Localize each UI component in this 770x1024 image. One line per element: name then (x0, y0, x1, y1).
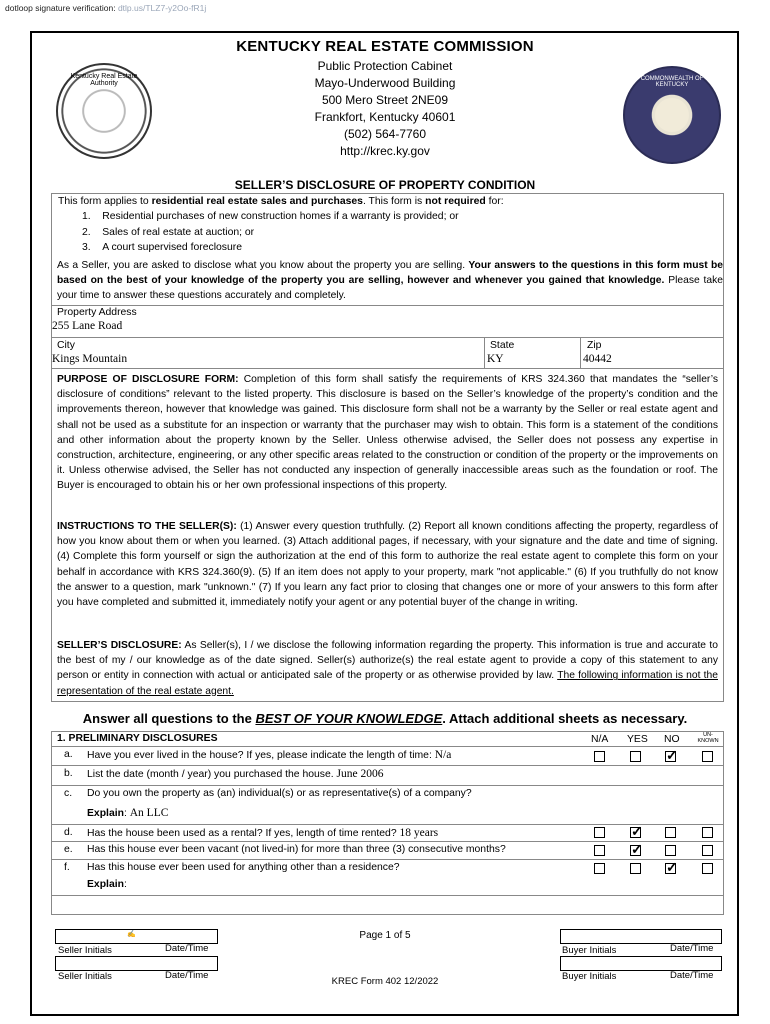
q-f-no-checkbox[interactable] (665, 863, 676, 874)
seller-initials-label: Seller Initials (58, 945, 112, 956)
date-time-label: Date/Time (165, 970, 209, 981)
kentucky-real-estate-authority-seal: Kentucky Real Estate Authority (56, 63, 152, 159)
q-e-na-checkbox[interactable] (594, 845, 605, 856)
form-id: KREC Form 402 12/2022 (331, 976, 439, 987)
buyer-initials-box-2[interactable] (560, 956, 722, 971)
answer-a-field[interactable]: N/a (434, 749, 452, 761)
question-letter: b. (64, 768, 73, 779)
question-c: Do you own the property as (an) individual(s) or as representative(s) of a company? (87, 788, 472, 799)
q-f-unknown-checkbox[interactable] (702, 863, 713, 874)
list-item: 1. Residential purchases of new construction homes if a warranty is provided; or (82, 211, 459, 222)
purpose-paragraph: PURPOSE OF DISCLOSURE FORM: Completion of this form shall satisfy the requirements of KRS 324.360 that mandates the “seller’s disclosure of conditions” relevant to the listed property. This disclosure is based on the Seller’s knowledge of the property’s condition and the improvements thereon, however that knowledge was gained. This disclosure form shall not be a warranty by the Seller or real estate agent and shall not be used as a substitute for an inspection or warranty that the purchaser may wish to obtain. This form is a statement of the conditions and other information about the property known by the Seller. Unless otherwise advised, the Seller does not possess any expertise in construction, architecture, engineering, or any other specific areas related to the construction or condition of the property or the improvements on it. Unless otherwise advised, the Seller has not conducted any inspection of generally inaccessible areas such as the foundation or roof. The Buyer is encouraged to obtain his or her own professional inspections of this property. (57, 374, 718, 492)
date-time-label: Date/Time (670, 970, 714, 981)
explain-c: Explain: An LLC (87, 807, 169, 819)
question-a: Have you ever lived in the house? If yes, please indicate the length of time: N/a (87, 749, 452, 761)
city-label: City (57, 340, 75, 351)
section-title: 1. PRELIMINARY DISCLOSURES (57, 733, 218, 744)
buyer-initials-label: Buyer Initials (562, 945, 617, 956)
instructions-paragraph: INSTRUCTIONS TO THE SELLER(S): (1) Answer every question truthfully. (2) Report all known conditions affecting the property, regardless of how you know about them or when you learned. (3) Attach additional pages, if necessary, with your signature and the date and time of signing. (4) Complete this form yourself or sign the authorization at the end of this form to authorize the real estate agent to complete this form on your behalf in accordance with KRS 324.360(9). (5) If an item does not apply to your property, mark "not applicable." (6) If you truthfully do not know the answer to a question, mark "unknown." (7) If you learn any fact prior to closing that changes one or more of your answers to this form after you have completed and submitted it, immediately notify your agent or any potential buyer of the change in writing. (57, 521, 718, 609)
explain-c-field[interactable]: An LLC (129, 807, 169, 819)
form-title: SELLER’S DISCLOSURE OF PROPERTY CONDITION (234, 178, 536, 192)
q-e-no-checkbox[interactable] (665, 845, 676, 856)
q-d-unknown-checkbox[interactable] (702, 827, 713, 838)
property-address-label: Property Address (57, 307, 137, 318)
q-e-yes-checkbox[interactable] (630, 845, 641, 856)
question-letter: a. (64, 749, 73, 760)
seller-initials-label: Seller Initials (58, 971, 112, 982)
page-title: KENTUCKY REAL ESTATE COMMISSION (236, 38, 534, 55)
commission-address: Public Protection Cabinet Mayo-Underwood Building 500 Mero Street 2NE09 Frankfort, Kentucky 40601 (502) 564-7760 http://krec.ky.gov (0, 58, 770, 160)
col-header-yes: YES (627, 734, 648, 745)
list-item: 2. Sales of real estate at auction; or (82, 227, 255, 238)
answer-banner: Answer all questions to the BEST OF YOUR KNOWLEDGE. Attach additional sheets as necessary. (82, 711, 688, 726)
q-e-unknown-checkbox[interactable] (702, 845, 713, 856)
applies-statement: This form applies to residential real estate sales and purchases. This form is not required for: (58, 196, 504, 207)
commonwealth-of-kentucky-seal: COMMONWEALTH OF KENTUCKY (623, 66, 721, 164)
question-letter: c. (64, 788, 73, 799)
q-d-na-checkbox[interactable] (594, 827, 605, 838)
initials-mark-icon: ✍ (127, 931, 136, 938)
buyer-initials-box-1[interactable] (560, 929, 722, 944)
signature-verification: dotloop signature verification: dtlp.us/TLZ7-y2Oo-fR1j (5, 3, 207, 13)
q-a-unknown-checkbox[interactable] (702, 751, 713, 762)
zip-field[interactable]: 40442 (583, 353, 612, 365)
col-header-unknown: UN-KNOWN (697, 732, 719, 744)
state-field[interactable]: KY (487, 353, 504, 365)
date-time-label: Date/Time (670, 943, 714, 954)
question-letter: d. (64, 827, 73, 838)
explain-f: Explain: (87, 879, 127, 890)
question-e: Has this house ever been vacant (not lived-in) for more than three (3) consecutive months? (87, 844, 506, 855)
q-a-na-checkbox[interactable] (594, 751, 605, 762)
answer-b-field[interactable]: June 2006 (336, 768, 384, 780)
q-a-no-checkbox[interactable] (665, 751, 676, 762)
list-item: 3. A court supervised foreclosure (82, 242, 243, 253)
zip-label: Zip (587, 340, 602, 351)
answer-d-field[interactable]: 18 years (399, 827, 439, 839)
q-d-no-checkbox[interactable] (665, 827, 676, 838)
col-header-na: N/A (591, 734, 609, 745)
seller-instructions-paragraph: As a Seller, you are asked to disclose what you know about the property you are selling. Your answers to the questions in this form must be based on the best of your knowledge of the property you are selling, however and whenever you gained that knowledge. Please take your time to answer these questions accurately and completely. (57, 260, 724, 302)
state-label: State (490, 340, 515, 351)
question-d: Has the house been used as a rental? If yes, length of time rented? 18 years (87, 827, 439, 839)
q-d-yes-checkbox[interactable] (630, 827, 641, 838)
buyer-initials-label: Buyer Initials (562, 971, 617, 982)
seller-initials-box-2[interactable] (55, 956, 218, 971)
property-address-field[interactable]: 255 Lane Road (52, 320, 123, 332)
date-time-label: Date/Time (165, 943, 209, 954)
question-f: Has this house ever been used for anything other than a residence? (87, 862, 400, 873)
col-header-no: NO (664, 734, 680, 745)
question-letter: f. (64, 862, 70, 873)
city-field[interactable]: Kings Mountain (52, 353, 128, 365)
q-a-yes-checkbox[interactable] (630, 751, 641, 762)
commission-website-link[interactable]: http://krec.ky.gov (340, 144, 430, 158)
page-number: Page 1 of 5 (359, 930, 411, 941)
verification-link[interactable]: dtlp.us/TLZ7-y2Oo-fR1j (117, 3, 207, 13)
seller-disclosure-paragraph: SELLER’S DISCLOSURE: As Seller(s), I / we disclose the following information regarding the property. This information is true and accurate to the best of my / our knowledge as of the date signed. Seller(s) authorize(s) the real estate agent to provide a copy of this statement to any person or entity in connection with actual or anticipated sale of the property or as otherwise provided by law. The following information is not the representation of the real estate agent. (57, 640, 718, 697)
q-f-na-checkbox[interactable] (594, 863, 605, 874)
question-b: List the date (month / year) you purchased the house. June 2006 (87, 768, 384, 780)
question-letter: e. (64, 844, 73, 855)
q-f-yes-checkbox[interactable] (630, 863, 641, 874)
